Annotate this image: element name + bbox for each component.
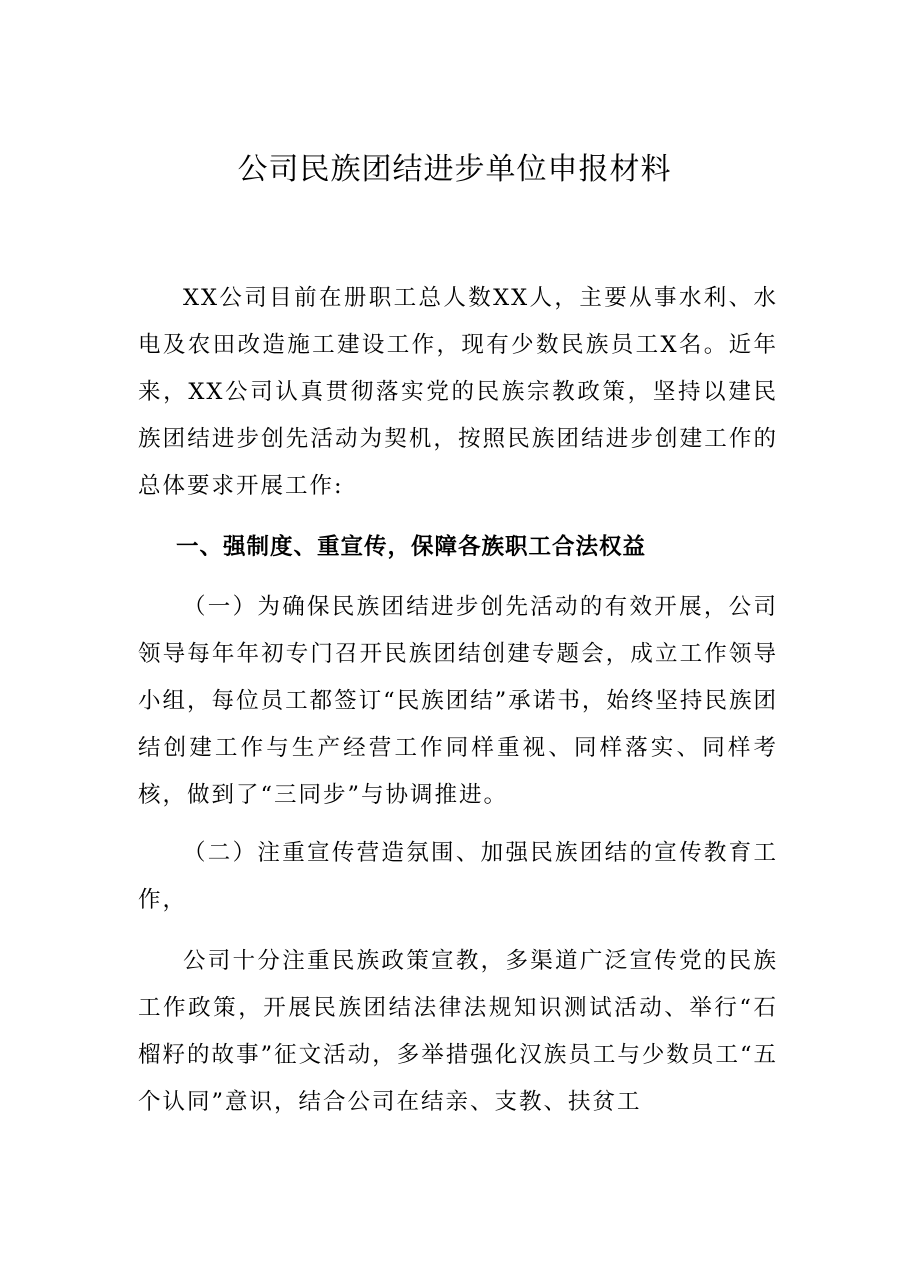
item-1-paragraph: （一）为确保民族团结进步创先活动的有效开展，公司领导每年年初专门召开民族团结创建专题会，成立工作领导小组，每位员工都签订“民族团结”承诺书，始终坚持民族团结创建工作与生产经营工作同样重视、同样落实、同样考核，做到了“三同步”与协调推进。 — [138, 594, 778, 808]
document-title: 公司民族团结进步单位申报材料 — [237, 152, 672, 187]
item-2-paragraph: （二）注重宣传营造氛围、加强民族团结的宣传教育工作， — [138, 840, 778, 913]
section-heading-1: 一、强制度、重宣传，保障各族职工合法权益 — [176, 534, 647, 560]
intro-paragraph: XX公司目前在册职工总人数XX人，主要从事水利、水电及农田改造施工建设工作，现有少数民族员工X名。近年来，XX公司认真贯彻落实党的民族宗教政策，坚持以建民族团结进步创先活动为契机，按照民族团结进步创建工作的总体要求开展工作: — [138, 285, 778, 499]
paragraph-3: 公司十分注重民族政策宣教，多渠道广泛宣传党的民族工作政策，开展民族团结法律法规知识测试活动、举行“石榴籽的故事”征文活动，多举措强化汉族员工与少数员工“五个认同”意识，结合公司在结亲、支教、扶贫工 — [138, 948, 778, 1115]
